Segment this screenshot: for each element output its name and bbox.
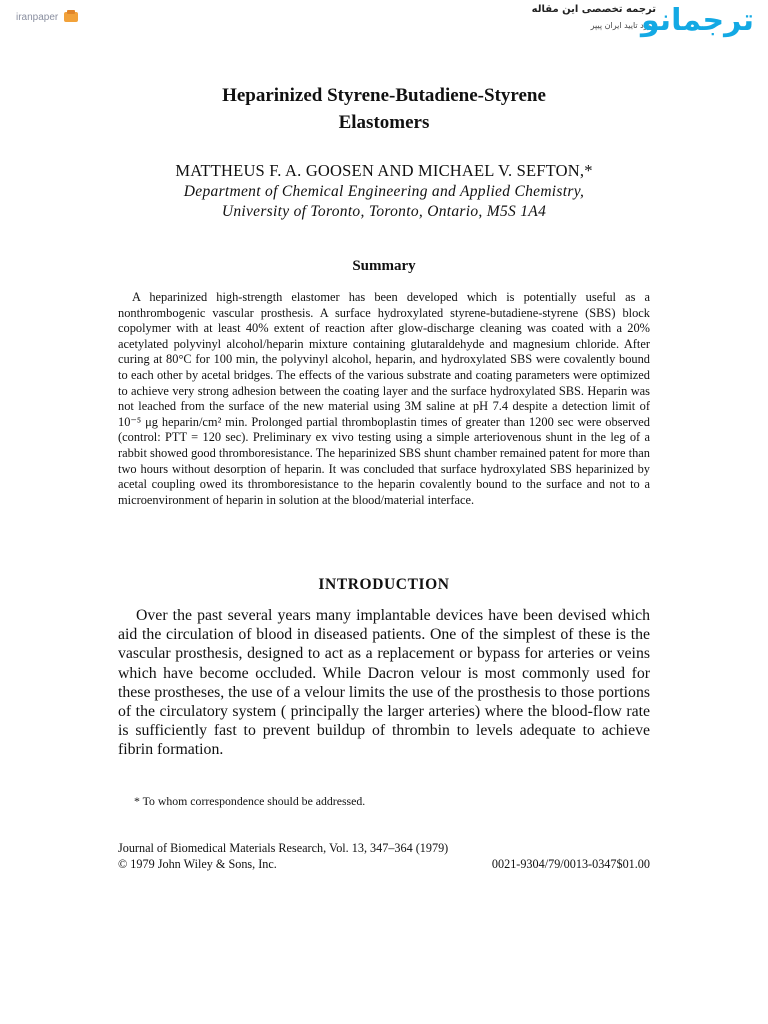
tarjomano-logo: ترجمانو	[641, 3, 754, 38]
introduction-heading: INTRODUCTION	[318, 576, 450, 593]
watermark-subtitle: مورد تایید ایران پیپر	[590, 21, 656, 30]
copyright-notice: © 1979 John Wiley & Sons, Inc.	[118, 857, 277, 871]
article-code: 0021-9304/79/0013-0347$01.00	[491, 857, 650, 871]
iranpaper-logo-icon	[62, 9, 82, 25]
introduction-paragraph: Over the past several years many implantable devices have been devised which aid the circulation of blood in diseased patients. One of the simplest of these is the vascular prosthesis, designed to act as a replacement or bypass for arteries or veins which have become occluded. While Dacron velour is most commonly used for these prostheses, the use of a velour limits the use of the prosthesis to those portions of the circulatory system ( principally the larger arteries) where the blood-flow rate is sufficiently fast to prevent buildup of thrombin to levels adequate to achieve fibrin formation.	[118, 607, 650, 759]
summary-heading: Summary	[352, 258, 416, 274]
affiliation-line-2: University of Toronto, Toronto, Ontario, M5S 1A4	[221, 203, 547, 220]
journal-citation: Journal of Biomedical Materials Research, Vol. 13, 347–364 (1979)	[118, 841, 449, 855]
paper-title	[0, 82, 768, 136]
authors: MATTHEUS F. A. GOOSEN AND MICHAEL V. SEFTON,*	[175, 161, 593, 180]
iranpaper-brand-text: iranpaper	[16, 11, 59, 23]
tarjomano-watermark	[531, 2, 754, 40]
copyright-row	[118, 857, 650, 872]
iranpaper-watermark	[16, 6, 82, 28]
affiliation	[0, 182, 768, 222]
title-line-1: Heparinized Styrene-Butadiene-Styrene	[222, 85, 546, 106]
title-line-2: Elastomers	[338, 112, 430, 133]
summary-paragraph: A heparinized high-strength elastomer has been developed which is potentially useful as a nonthrombogenic vascular prosthesis. A surface hydroxylated styrene-butadiene-styrene (SBS) block copolymer with at least 40% extent of reaction after glow-discharge cleaning was coated with a 20% acetylated polyvinyl alcohol/heparin mixture containing glutaraldehyde and magnesium chloride. After curing at 80°C for 100 min, the polyvinyl alcohol, heparin, and hydroxylated SBS were covalently bound to each other by acetal bridges. The effects of the various substrate and coating parameters were optimized to achieve very strong adhesion between the coating layer and the surface hydroxylated SBS. Heparin was not leached from the surface of the new material using 3M saline at pH 7.4 despite a detection limit of 10⁻⁵ μg heparin/cm² min. Prolonged partial thromboplastin times of greater than 1200 sec were observed (control: PTT = 120 sec). Preliminary ex vivo testing using a simple arteriovenous shunt in the leg of a rabbit showed good thromboresistance. The heparinized SBS shunt chamber remained patent for more than two hours without desorption of heparin. It was concluded that surface hydroxylated SBS heparinized by acetal coupling owed its thromboresistance to the heparin covalently bound to the surface and not to a microenvironment of heparin in solution at the blood/material interface.	[118, 290, 650, 507]
affiliation-line-1: Department of Chemical Engineering and Applied Chemistry,	[183, 183, 585, 200]
watermark-title: ترجمه تخصصی این مقاله	[531, 4, 656, 15]
correspondence-footnote: * To whom correspondence should be addressed.	[134, 794, 366, 808]
